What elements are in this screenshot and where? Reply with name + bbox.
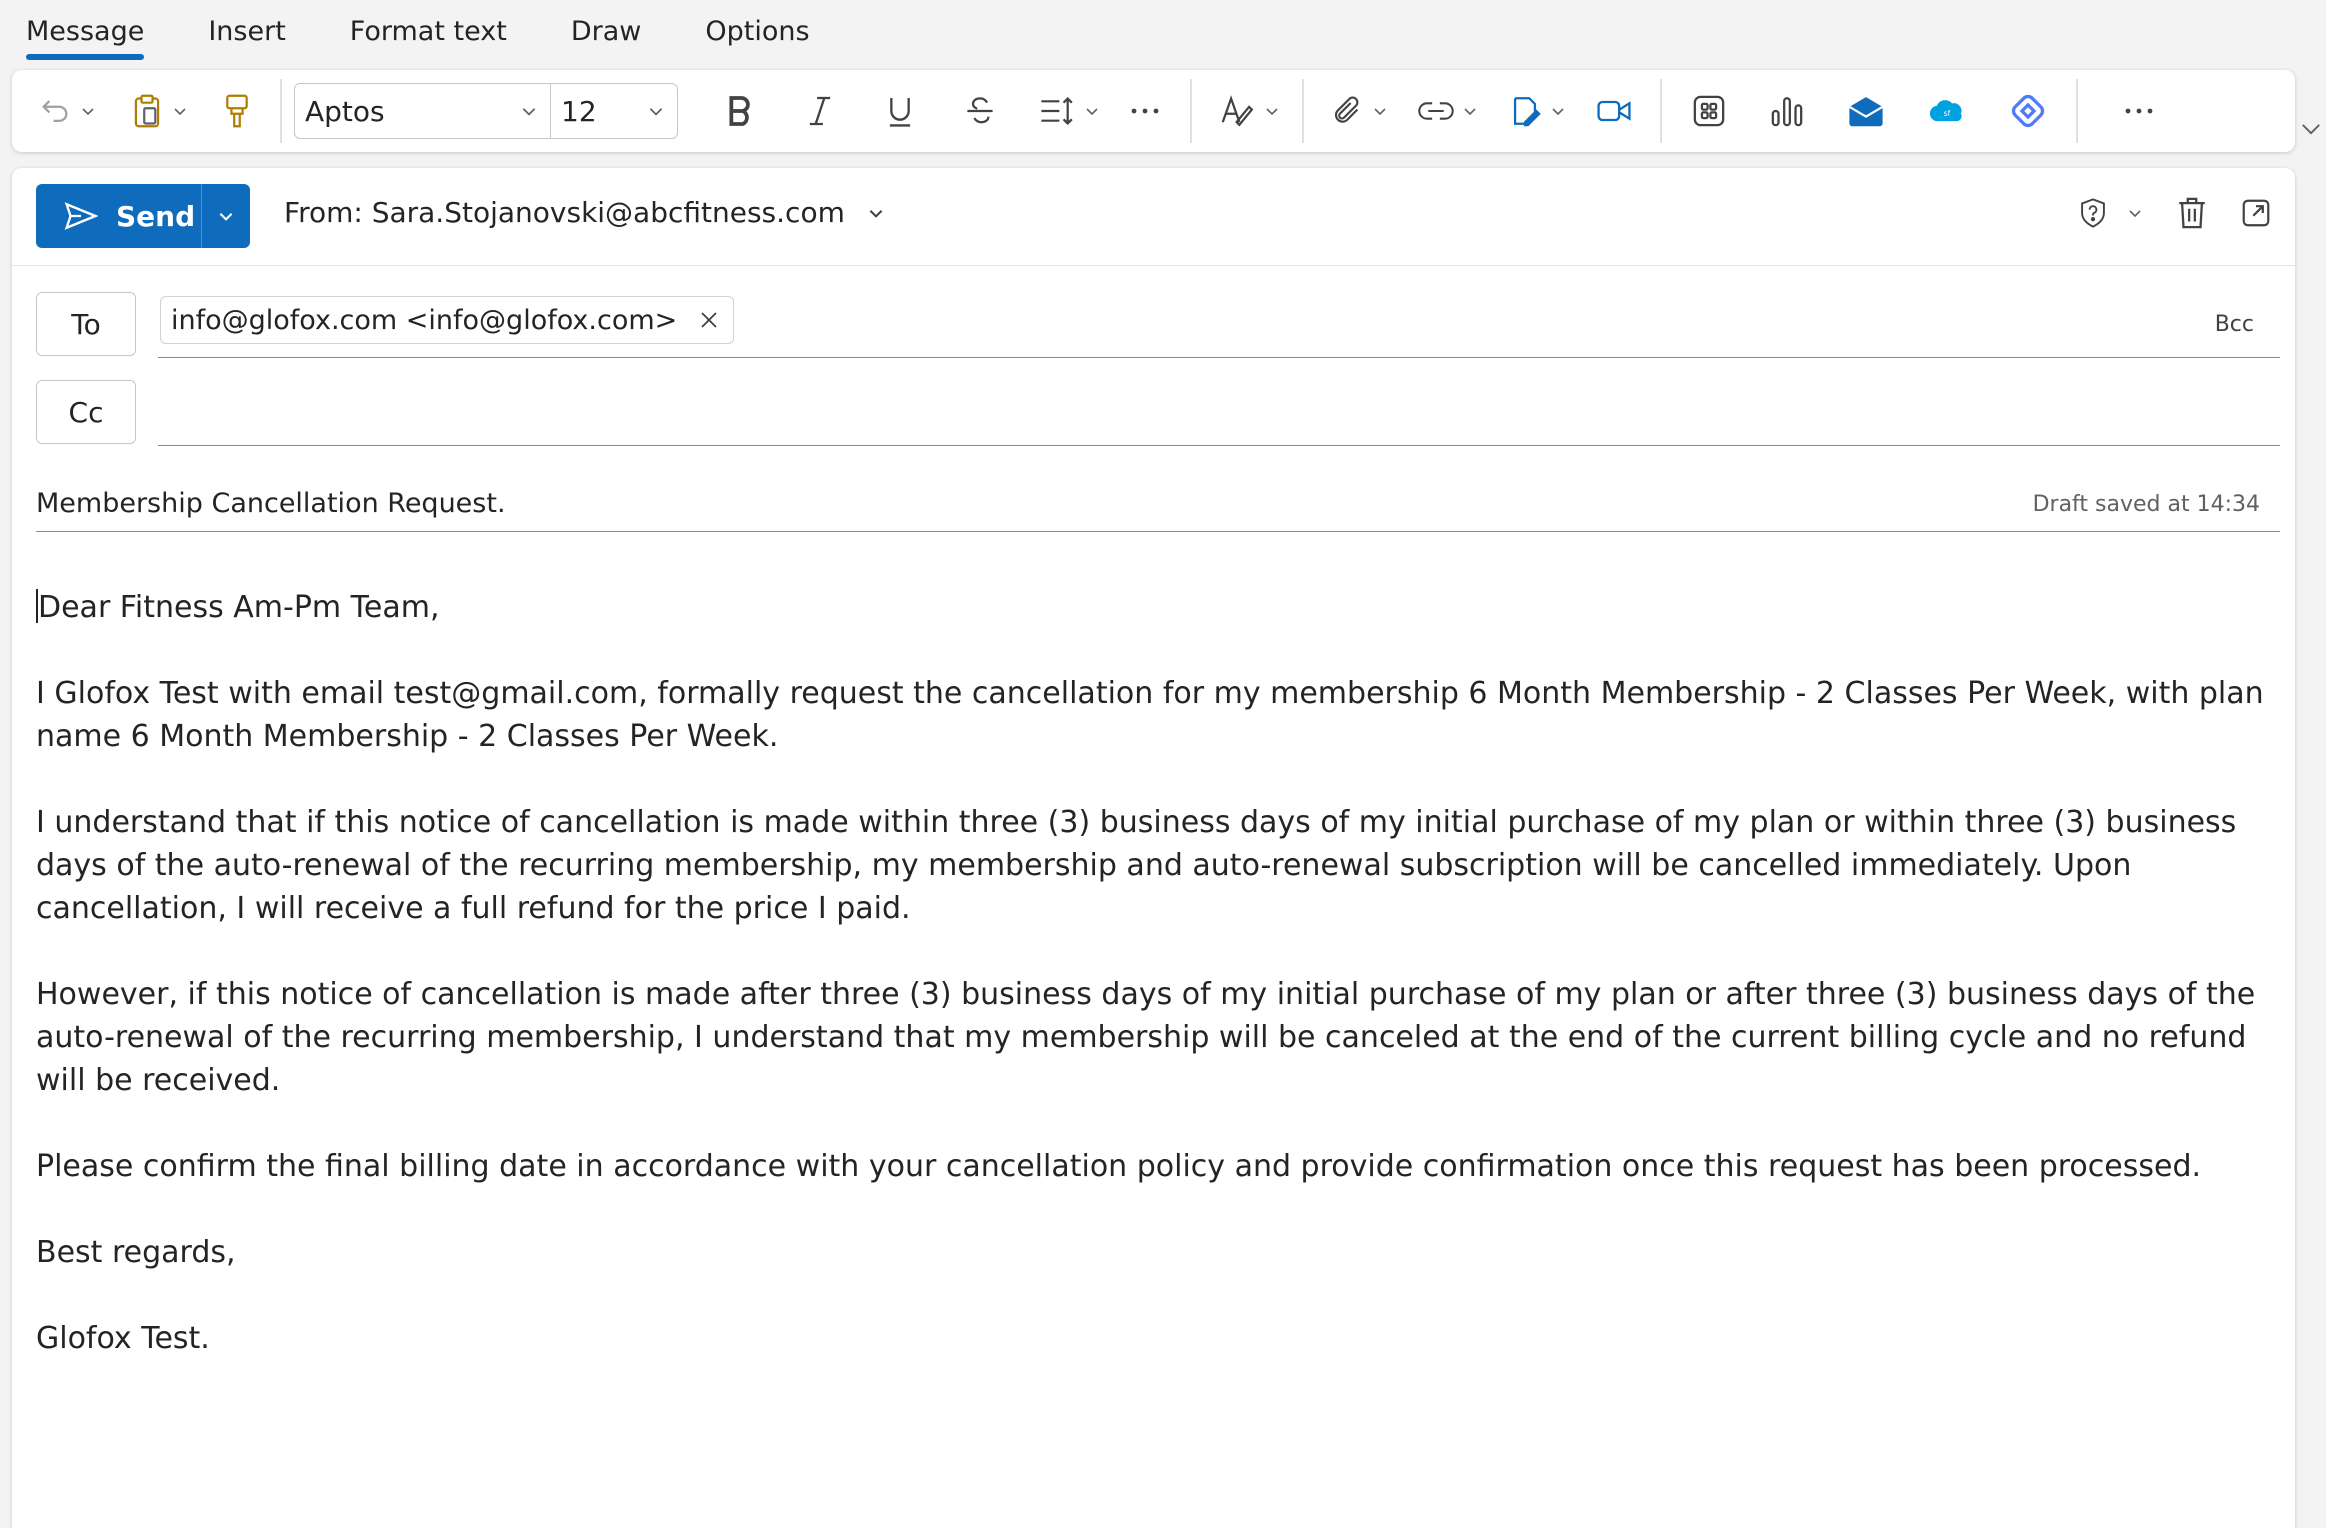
cc-field xyxy=(36,380,2280,444)
chevron-down-icon xyxy=(217,207,235,225)
message-body[interactable] xyxy=(36,586,2286,1403)
send-button[interactable] xyxy=(36,184,202,248)
loop-icon xyxy=(2010,93,2046,129)
pop-out-icon xyxy=(2241,198,2271,228)
chevron-down-icon xyxy=(1372,103,1388,119)
divider xyxy=(2076,79,2078,143)
chevron-down-icon xyxy=(647,102,665,120)
to-underline xyxy=(158,357,2280,359)
recipient-address: info@glofox.com <info@glofox.com> xyxy=(171,304,678,336)
salesforce-button[interactable] xyxy=(1928,83,1966,139)
ribbon-tabs xyxy=(0,0,2326,66)
insights-button[interactable] xyxy=(1770,83,1804,139)
teams-meeting-button[interactable] xyxy=(1596,83,1632,139)
strikethrough-button[interactable] xyxy=(962,83,998,139)
salesforce-icon xyxy=(1928,98,1966,124)
ribbon-expand-button[interactable] xyxy=(2300,120,2322,142)
attach-file-button[interactable] xyxy=(1332,83,1388,139)
divider xyxy=(1302,79,1304,143)
undo-button[interactable] xyxy=(38,83,96,139)
body-paragraph: I understand that if this notice of cancellation is made within three (3) business days of my initial purchase of my plan or within three (3) business days of the auto-renewal of the recurring membership, my membership and auto-renewal subscription will be cancelled immediately. Upon cancellation, I will receive a full refund for the price I paid. xyxy=(36,805,2237,926)
insert-link-button[interactable] xyxy=(1418,83,1478,139)
attach-icon xyxy=(1332,94,1364,128)
cc-input[interactable] xyxy=(158,445,2280,447)
link-icon xyxy=(1418,100,1454,122)
greeting-text: Dear Fitness Am-Pm Team, xyxy=(38,590,440,625)
divider xyxy=(1190,79,1192,143)
bold-button[interactable] xyxy=(722,83,758,139)
trash-icon xyxy=(2177,196,2207,230)
subject-field[interactable] xyxy=(36,480,2280,532)
underline-button[interactable] xyxy=(882,83,918,139)
more-icon xyxy=(1130,106,1160,116)
bold-icon xyxy=(727,95,753,127)
send-icon xyxy=(64,201,98,231)
underline-icon xyxy=(887,95,913,127)
compose-pane xyxy=(12,168,2295,1528)
divider xyxy=(280,79,282,143)
chevron-down-icon xyxy=(2127,205,2143,221)
more-options-icon xyxy=(2124,106,2154,116)
meeting-icon xyxy=(1596,97,1632,125)
discard-button[interactable] xyxy=(2177,196,2207,230)
undo-icon xyxy=(38,94,72,128)
body-signature: Glofox Test. xyxy=(36,1321,210,1356)
apps-icon xyxy=(1692,94,1726,128)
shield-question-icon xyxy=(2079,198,2107,228)
chevron-down-icon xyxy=(172,103,188,119)
body-paragraph: I Glofox Test with email test@gmail.com, formally request the cancellation for my membership 6 Month Membership - 2 Classes Per Week, with plan name 6 Month Membership - 2 Classes Per Week. xyxy=(36,676,2264,754)
strikethrough-icon xyxy=(966,95,994,127)
pop-out-button[interactable] xyxy=(2241,198,2271,228)
signature-button[interactable] xyxy=(1508,83,1566,139)
bcc-button[interactable]: Bcc xyxy=(2214,312,2254,337)
chevron-down-icon xyxy=(867,204,885,222)
tab-format-text[interactable]: Format text xyxy=(349,16,507,47)
to-field xyxy=(36,292,2280,356)
tab-options[interactable]: Options xyxy=(705,16,810,47)
tab-message[interactable]: Message xyxy=(26,0,144,62)
loop-button[interactable] xyxy=(2010,83,2046,139)
font-size-value: 12 xyxy=(561,94,597,128)
chevron-down-icon xyxy=(520,102,538,120)
paste-icon xyxy=(130,93,164,129)
ribbon-toolbar xyxy=(12,70,2295,152)
editor-icon xyxy=(1220,94,1256,128)
body-closing: Best regards, xyxy=(36,1235,236,1270)
paste-button[interactable] xyxy=(130,83,188,139)
compose-header xyxy=(12,168,2295,266)
close-icon[interactable] xyxy=(699,310,719,330)
send-label: Send xyxy=(116,199,196,233)
font-picker xyxy=(294,83,678,139)
compose-actions xyxy=(2045,196,2271,230)
from-label: From: Sara.Stojanovski@abcfitness.com xyxy=(284,196,845,229)
body-paragraph: Please confirm the final billing date in accordance with your cancellation policy and provide confirmation once this request has been processed. xyxy=(36,1149,2202,1184)
spacing-icon xyxy=(1040,95,1076,127)
font-name-select[interactable] xyxy=(295,84,551,138)
signature-icon xyxy=(1508,94,1542,128)
format-painter-button[interactable] xyxy=(222,83,252,139)
format-painter-icon xyxy=(222,93,252,129)
editor-button[interactable] xyxy=(1220,83,1280,139)
spacing-button[interactable] xyxy=(1040,83,1100,139)
more-options-button[interactable] xyxy=(2124,83,2154,139)
sensitivity-button[interactable] xyxy=(2079,198,2143,228)
more-formatting-button[interactable] xyxy=(1130,83,1160,139)
font-size-select[interactable] xyxy=(551,84,677,138)
draft-status: Draft saved at 14:34 xyxy=(2032,492,2260,517)
viva-button[interactable] xyxy=(1848,83,1884,139)
chevron-down-icon xyxy=(1084,103,1100,119)
chevron-down-icon xyxy=(80,103,96,119)
to-button[interactable]: To xyxy=(36,292,136,356)
apps-button[interactable] xyxy=(1692,83,1726,139)
body-greeting xyxy=(36,586,2286,629)
chevron-down-icon xyxy=(1264,103,1280,119)
insights-icon xyxy=(1770,94,1804,128)
chevron-down-icon xyxy=(2300,120,2322,138)
italic-button[interactable] xyxy=(802,83,838,139)
send-options-button[interactable] xyxy=(202,184,250,248)
cc-button[interactable]: Cc xyxy=(36,380,136,444)
subject-input[interactable]: Membership Cancellation Request. xyxy=(36,488,506,519)
font-name-value: Aptos xyxy=(305,94,385,128)
italic-icon xyxy=(807,95,833,127)
divider xyxy=(1660,79,1662,143)
from-selector[interactable] xyxy=(284,196,885,229)
recipient-chip[interactable] xyxy=(160,296,734,344)
body-paragraph: However, if this notice of cancellation is made after three (3) business days of my initial purchase of my plan or after three (3) business days of the auto-renewal of the recurring membership, I understand that my membership will be canceled at the end of the current billing cycle and no refund will be received. xyxy=(36,977,2256,1098)
tab-insert[interactable]: Insert xyxy=(208,16,286,47)
svg-text:sf: sf xyxy=(1943,109,1951,119)
viva-icon xyxy=(1848,95,1884,127)
tab-draw[interactable]: Draw xyxy=(570,16,642,47)
chevron-down-icon xyxy=(1550,103,1566,119)
chevron-down-icon xyxy=(1462,103,1478,119)
send-split-button xyxy=(36,184,250,248)
